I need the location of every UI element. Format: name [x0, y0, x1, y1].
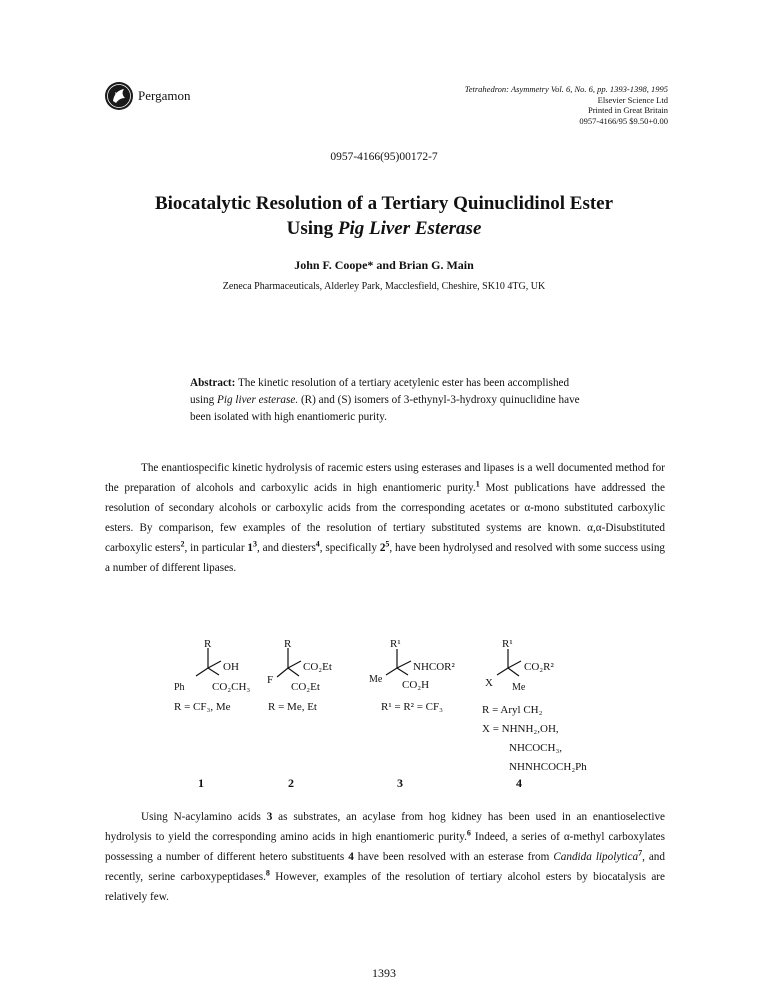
doi: 0957-4166(95)00172-7 — [330, 151, 438, 163]
s4-right: CO₂R² — [524, 661, 554, 673]
p2-text: Indeed, a series of α-methyl carboxylates possessing a number of different hetero substituents — [105, 831, 665, 863]
s1-bottom: CO₂CH₃ — [212, 681, 251, 693]
s4-caption-line: X = NHNH₂,OH, — [482, 723, 559, 735]
publisher-name: Pergamon — [138, 88, 191, 103]
printed-line: Printed in Great Britain — [587, 105, 668, 115]
compound-ref: 4 — [348, 851, 354, 863]
paragraph-1 — [105, 458, 665, 578]
compound-label-1: 1 — [198, 776, 204, 790]
reference-3: 3 — [253, 539, 257, 549]
reference-8: 8 — [265, 868, 270, 878]
publisher-line: Elsevier Science Ltd — [597, 94, 668, 105]
s4-caption-line: R = Aryl CH₂ — [482, 704, 543, 716]
journal-info — [348, 84, 668, 126]
page-number: 1393 — [372, 966, 396, 980]
species-name: Candida lipolytica — [553, 851, 639, 863]
p1-text: , have been hydrolysed and resolved with some success using a number of different lipases. — [105, 542, 666, 574]
p1-text: Most publications have addressed the resolution of secondary alcohols or carboxylic acids from the corresponding acetates or α-mono substituted carboxylic esters. By comparison, few examples of the resolution of tertiary substituted systems are known. α,α-Disubstituted carboxylic esters — [105, 482, 665, 554]
title-line-2 — [0, 216, 768, 241]
structure-4-bonds — [497, 649, 521, 676]
s3-top: R¹ — [390, 638, 401, 650]
p1-text: , in particular — [184, 542, 248, 554]
s1-left: Ph — [174, 682, 185, 693]
paragraph-2 — [105, 807, 665, 907]
compound-ref: 2 — [379, 542, 386, 554]
p1-text: The enantiospecific kinetic hydrolysis of racemic esters using esterases and lipases is a well documented method for the preparation of alcohols and carboxylic acids in high enantiomeric purity. — [105, 462, 665, 494]
affiliation: Zeneca Pharmaceuticals, Alderley Park, Macclesfield, Cheshire, SK10 4TG, UK — [222, 281, 546, 292]
authors: John F. Coope* and Brian G. Main — [294, 258, 474, 272]
reference-5: 5 — [385, 539, 390, 549]
s3-caption: R¹ = R² = CF₃ — [381, 701, 443, 713]
s4-bottom: Me — [512, 682, 526, 693]
p2-text: , and recently, serine carboxypeptidases. — [105, 851, 665, 883]
s1-top: R — [204, 638, 212, 650]
compound-label-2: 2 — [288, 776, 294, 790]
p2-text: have been resolved with an esterase from — [353, 851, 554, 863]
s2-right: CO₂Et — [303, 661, 332, 673]
p1-text: , and diesters — [257, 542, 316, 554]
s2-left: F — [267, 674, 274, 686]
structure-3-bonds — [386, 649, 411, 675]
journal-citation: Tetrahedron: Asymmetry Vol. 6, No. 6, pp. 1393-1398, 1995 — [464, 84, 668, 94]
s4-caption — [482, 701, 587, 777]
pergamon-logo-icon — [104, 81, 134, 111]
structure-1-bonds — [196, 648, 221, 676]
s1-right: OH — [223, 661, 239, 673]
title-italic: Pig Liver Esterase — [337, 218, 482, 239]
issn-price-line: 0957-4166/95 $9.50+0.00 — [579, 115, 668, 126]
reference-6: 6 — [466, 828, 471, 838]
structure-2-bonds — [277, 648, 301, 677]
reference-2: 2 — [180, 539, 185, 549]
title-line-1: Biocatalytic Resolution of a Tertiary Quinuclidinol Ester — [154, 193, 614, 214]
s2-top: R — [284, 638, 292, 650]
paper-title — [0, 191, 768, 241]
s3-right: NHCOR² — [413, 661, 455, 673]
p2-text: as substrates, an acylase from hog kidney has been used in an enantioselective hydrolysis to yield the corresponding amino acids in high enantiomeric purity. — [105, 811, 665, 843]
s4-caption-line: NHCOCH₃, — [509, 742, 563, 754]
s4-caption-line: NHNHCOCH₂Ph — [509, 761, 587, 773]
compound-label-3: 3 — [397, 776, 403, 790]
title-prefix: Using — [286, 218, 338, 239]
s3-bottom: CO₂H — [402, 679, 430, 691]
reference-7: 7 — [638, 848, 643, 858]
abstract-text-1: The kinetic resolution of a tertiary acetylenic ester has been accomplished using — [190, 377, 570, 406]
abstract-text-2: (R) and (S) isomers of 3-ethynyl-3-hydroxy quinuclidine have been isolated with high enantiomeric purity. — [190, 394, 580, 423]
p1-text: , specifically — [319, 542, 380, 554]
s3-left: Me — [369, 674, 383, 685]
compound-label-4: 4 — [516, 776, 522, 790]
abstract-heading: Abstract: — [190, 377, 236, 389]
reference-1: 1 — [475, 479, 480, 489]
s4-left: X — [485, 677, 493, 689]
s2-caption: R = Me, Et — [268, 701, 317, 713]
s4-top: R¹ — [502, 638, 513, 650]
reference-4: 4 — [315, 539, 320, 549]
compound-ref: 1 — [247, 542, 253, 554]
abstract — [190, 375, 590, 426]
p2-text: However, examples of the resolution of tertiary alcohol esters by biocatalysis are relatively few. — [105, 871, 665, 903]
abstract-italic: Pig liver esterase. — [217, 394, 299, 406]
s2-bottom: CO₂Et — [291, 681, 320, 693]
compound-ref: 3 — [266, 811, 273, 823]
s1-caption: R = CF₃, Me — [174, 701, 231, 713]
p2-text: Using N-acylamino acids — [141, 811, 267, 823]
